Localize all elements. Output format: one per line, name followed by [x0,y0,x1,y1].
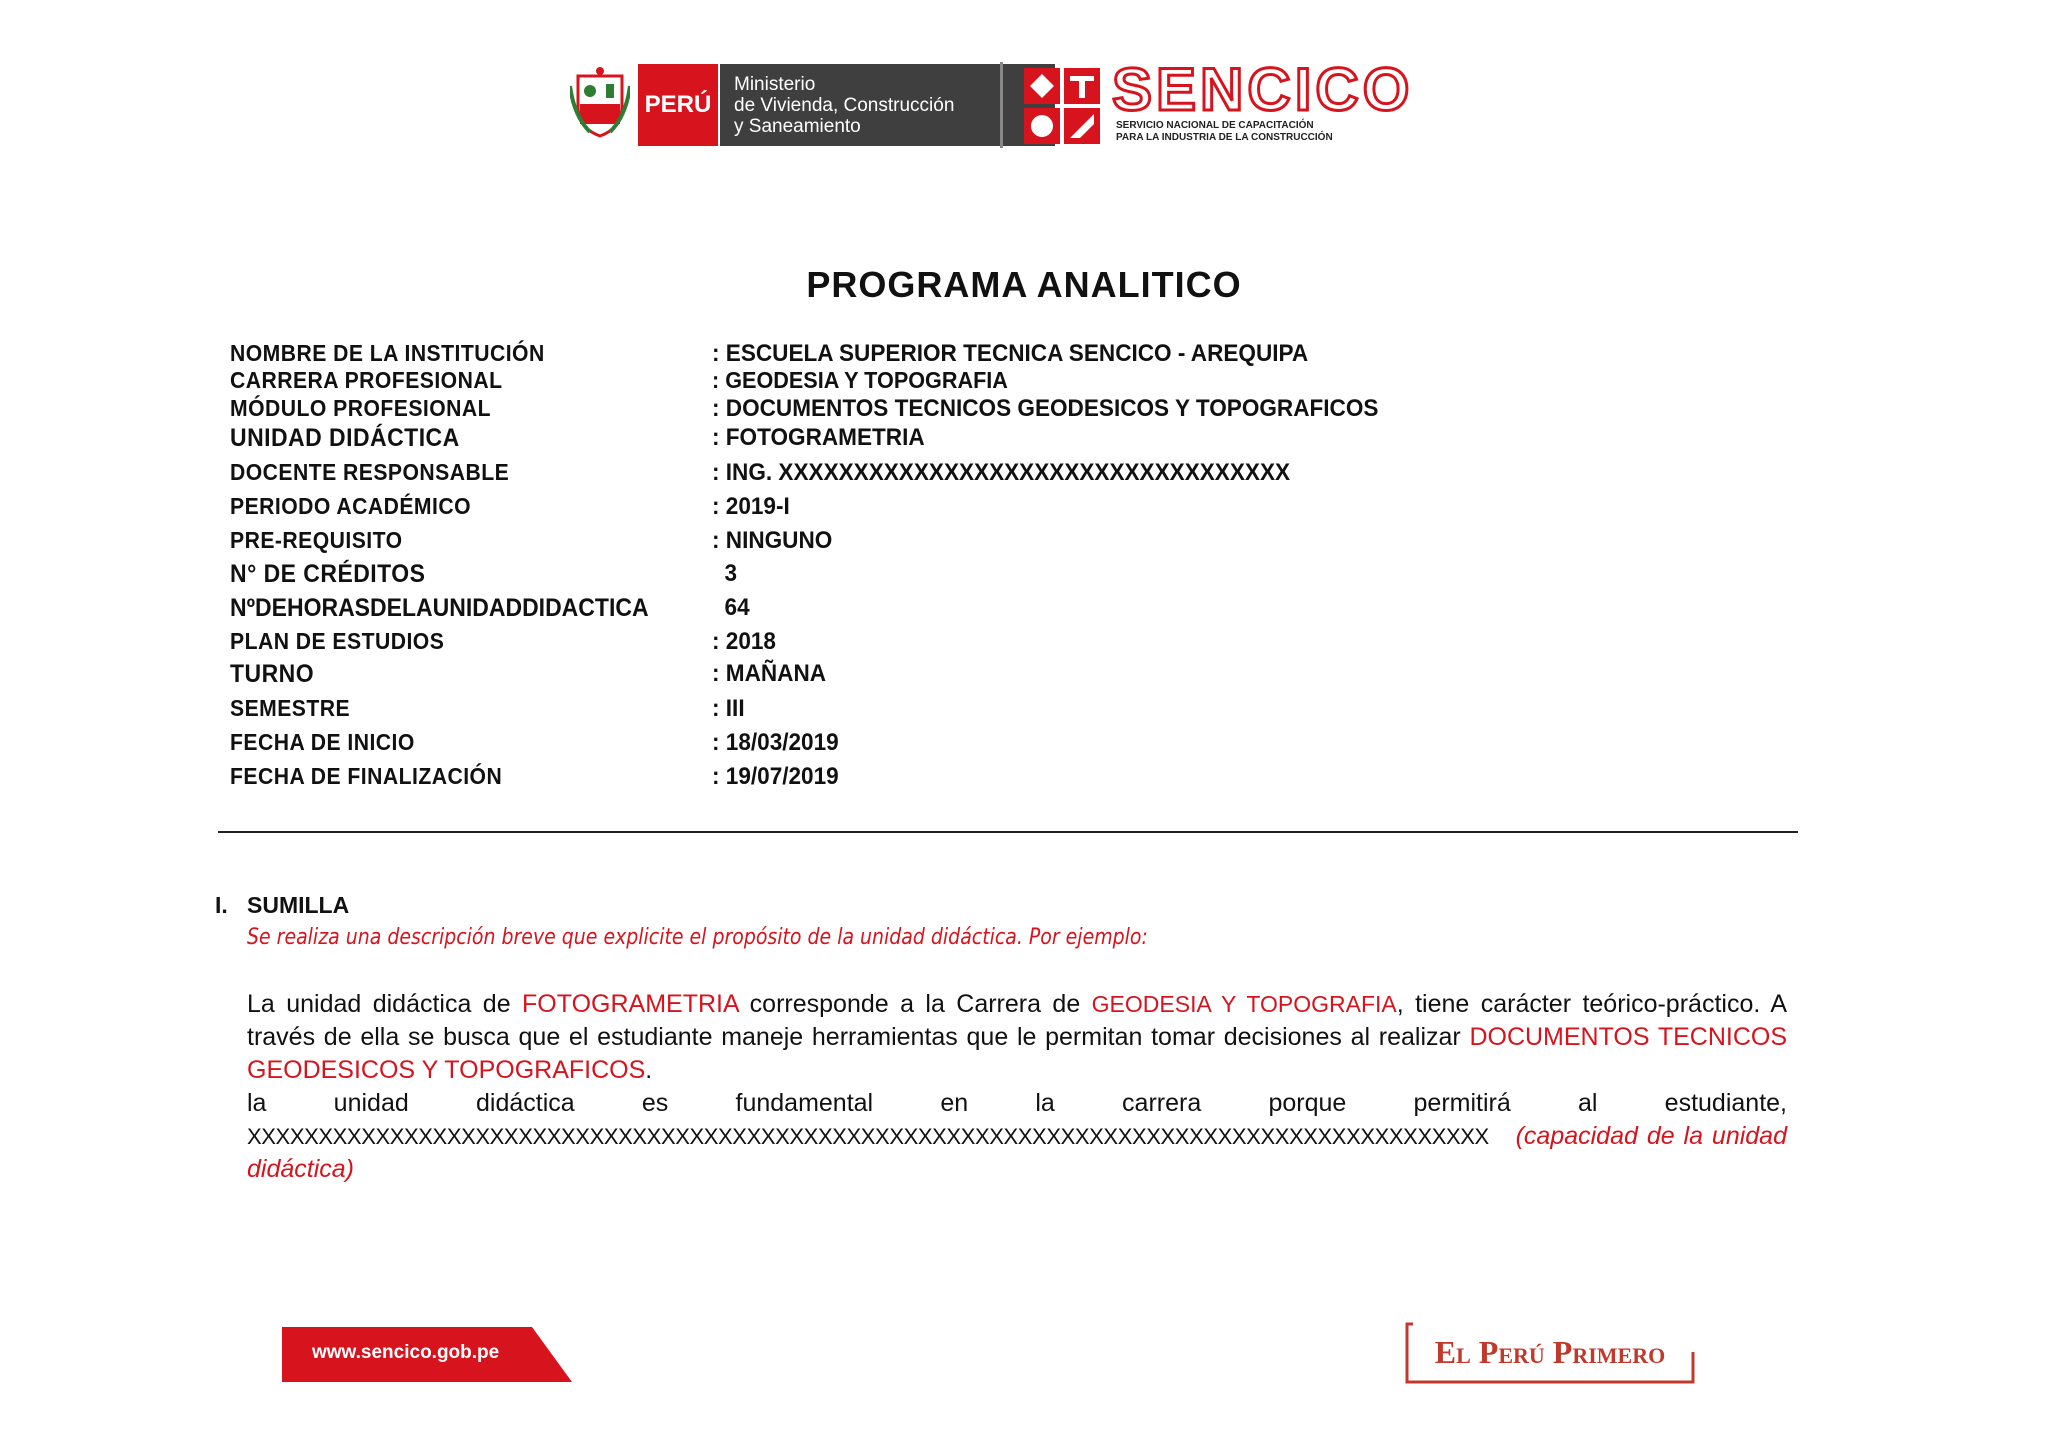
info-label: DOCENTE RESPONSABLE [230,459,510,485]
info-value: : NINGUNO [712,527,833,554]
info-value: : ESCUELA SUPERIOR TECNICA SENCICO - AREQUIPA [712,340,1309,367]
info-value: : 2019-I [712,493,790,520]
text-run: . [645,1056,653,1084]
info-value: : FOTOGRAMETRIA [712,424,925,451]
document-title: PROGRAMA ANALITICO [806,264,1242,305]
info-value: : III [712,695,745,722]
sencico-emblem-icon [1022,66,1102,146]
info-value: : DOCUMENTOS TECNICOS GEODESICOS Y TOPOGRAFICOS [712,395,1379,422]
section-title: SUMILLA [247,892,350,918]
sencico-subtitle [1116,120,1333,144]
info-value: : 18/03/2019 [712,729,839,756]
logo-divider [1000,62,1003,148]
slogan-logo [1405,1322,1695,1384]
section-number: I. [215,892,228,918]
header-logos [570,56,1414,150]
info-label: NºDEHORASDELAUNIDADDIDACTICA [230,594,649,622]
ministry-line: de Vivienda, Construcción [734,95,955,116]
ministry-line: y Saneamiento [734,116,861,137]
capacity-note: (capacidad de la unidad didáctica) [247,1122,1787,1183]
info-label: PLAN DE ESTUDIOS [230,628,445,654]
info-label: TURNO [230,660,315,688]
ministry-line: Ministerio [734,74,816,95]
sencico-subtitle-line: PARA LA INDUSTRIA DE LA CONSTRUCCIÓN [1116,132,1333,143]
section-instruction: Se realiza una descripción breve que explicite el propósito de la unidad didáctica. Por ejemplo: [247,925,1148,950]
placeholder-x: XXXXXXXXXXXXXXXXXXXXXXXXXXXXXXXXXXXXXXXXXXXXXXXXXXXXXXXXXXXXXXXXXXXXXXXXXXXXXXXXXXXXXXX [247,1124,1489,1149]
sencico-wordmark: SENCICO [1112,56,1414,123]
text-run: La unidad didáctica de [247,990,523,1018]
info-label: PRE-REQUISITO [230,527,403,553]
sumilla-body [247,988,1787,1186]
unit-name: FOTOGRAMETRIA [522,990,739,1018]
info-value: 3 [712,560,738,587]
sencico-subtitle-line: SERVICIO NACIONAL DE CAPACITACIÓN [1116,120,1314,131]
peru-coat-of-arms-icon [570,66,630,138]
info-value: 64 [712,594,750,621]
peru-label: PERÚ [638,64,718,146]
info-value: : GEODESIA Y TOPOGRAFIA [712,367,1008,393]
info-label: FECHA DE FINALIZACIÓN [230,763,503,789]
text-run: corresponde a la Carrera de [738,990,1092,1018]
info-label: UNIDAD DIDÁCTICA [230,424,460,452]
sumilla-paragraph [247,1120,1787,1186]
info-label: MÓDULO PROFESIONAL [230,395,492,421]
info-label: SEMESTRE [230,695,351,721]
sumilla-paragraph [247,988,1787,1087]
section-divider [218,831,1798,833]
info-label: N° DE CRÉDITOS [230,560,426,588]
career-name: GEODESIA Y TOPOGRAFIA [1091,991,1397,1017]
sumilla-line: la unidad didáctica es fundamental en la carrera porque permitirá al estudiante, [247,1089,1787,1117]
module-name: DOCUMENTOS TECNICOS GEODESICOS Y TOPOGRAFICOS [247,1023,1787,1084]
ministry-name [720,64,1055,146]
info-label: CARRERA PROFESIONAL [230,367,503,393]
info-label: NOMBRE DE LA INSTITUCIÓN [230,340,545,366]
info-label: FECHA DE INICIO [230,729,415,755]
slogan-text: El Perú Primero [1434,1334,1666,1370]
text-run: , tiene carácter teórico-práctico. A través de ella se busca que el estudiante maneje herramientas que le permitan tomar decisiones al realizar [247,990,1788,1051]
info-value: : 19/07/2019 [712,763,839,790]
info-value: : ING. XXXXXXXXXXXXXXXXXXXXXXXXXXXXXXXXXX [712,459,1291,486]
info-value: : MAÑANA [712,660,827,687]
footer-url-banner [282,1327,572,1382]
info-label: PERIODO ACADÉMICO [230,493,471,519]
info-value: : 2018 [712,628,776,655]
website-link[interactable]: www.sencico.gob.pe [312,1342,500,1363]
